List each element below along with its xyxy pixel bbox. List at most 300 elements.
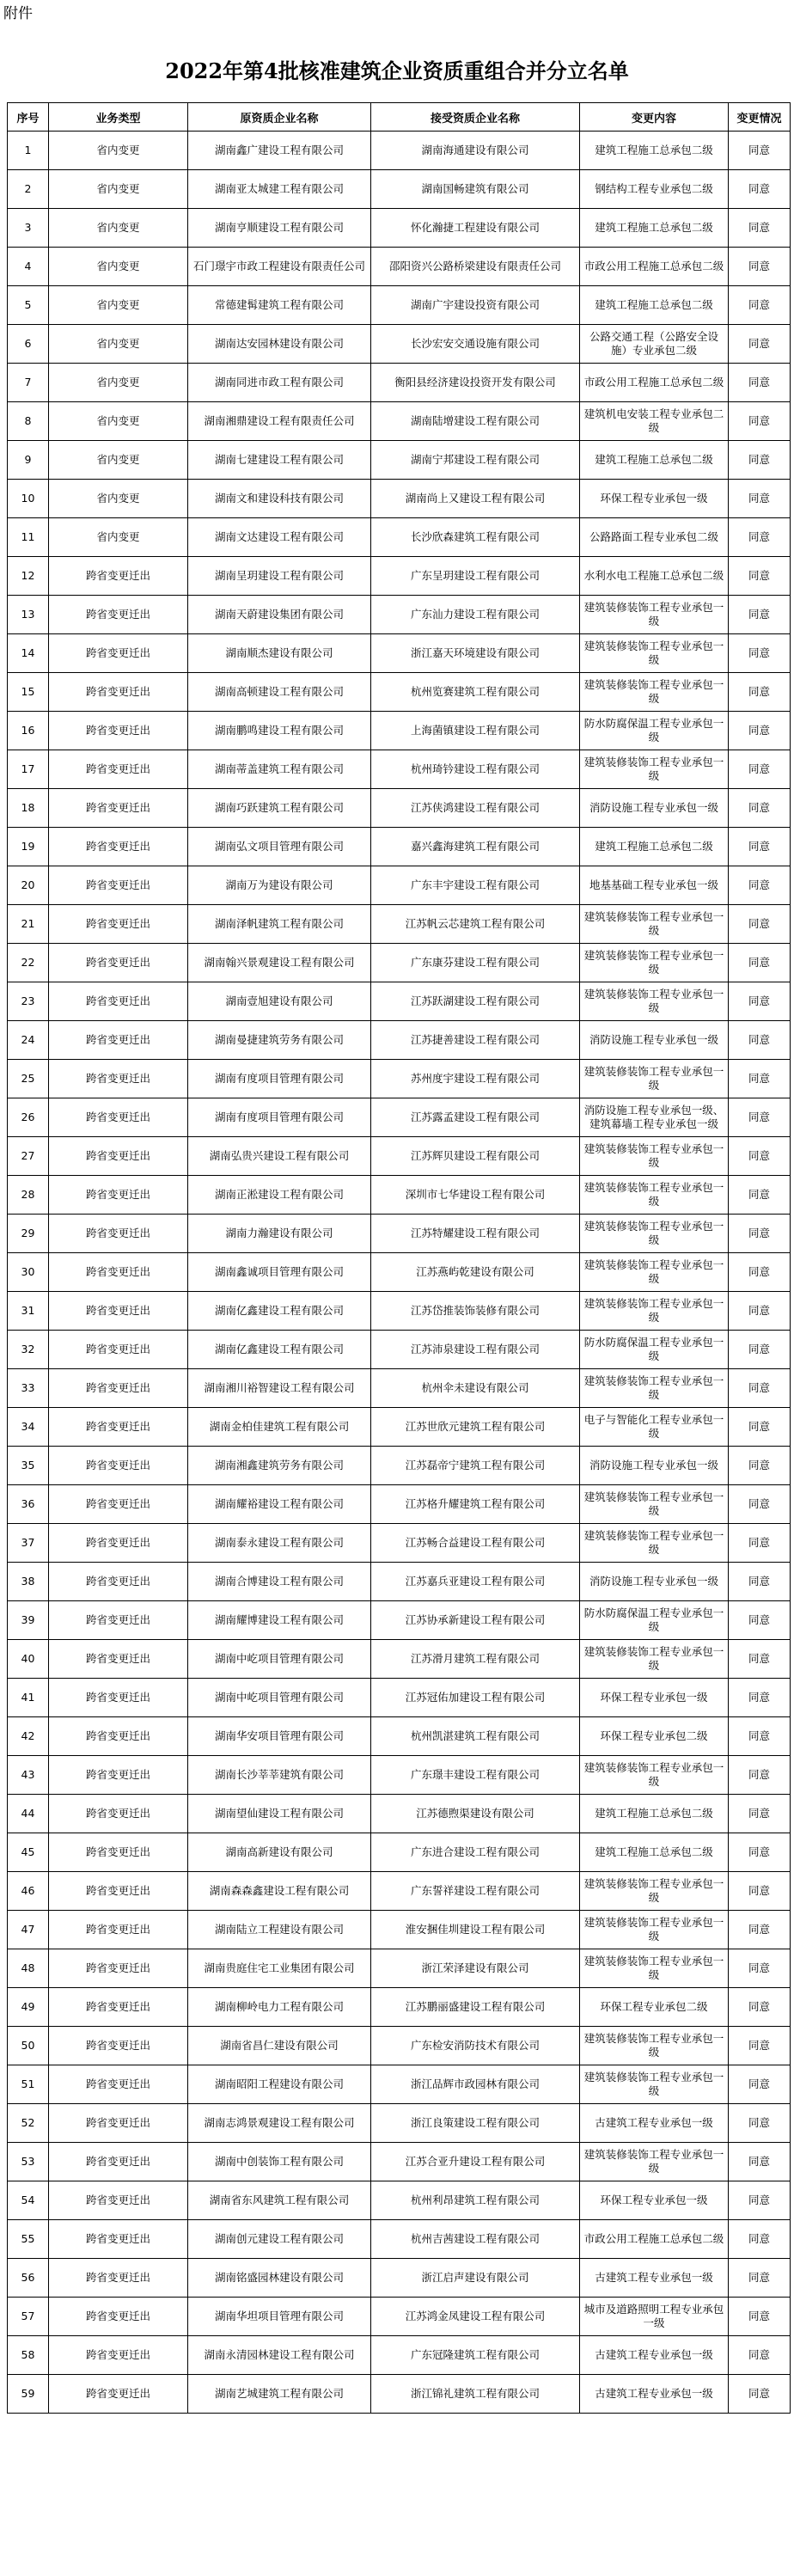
cell-change-status: 同意 <box>729 518 791 557</box>
cell-change-content: 市政公用工程施工总承包二级 <box>580 364 729 402</box>
table-row <box>8 944 791 982</box>
cell-receiving-company: 江苏世欣元建筑工程有限公司 <box>371 1408 580 1447</box>
cell-change-content: 古建筑工程专业承包一级 <box>580 2336 729 2375</box>
table-row <box>8 1911 791 1949</box>
table-row <box>8 1988 791 2027</box>
cell-original-company: 湖南正淞建设工程有限公司 <box>188 1176 371 1215</box>
cell-receiving-company: 嘉兴鑫海建筑工程有限公司 <box>371 828 580 866</box>
cell-original-company: 湖南弘文项目管理有限公司 <box>188 828 371 866</box>
cell-business-type: 跨省变更迁出 <box>49 1447 188 1485</box>
table-row <box>8 1679 791 1717</box>
table-row <box>8 1601 791 1640</box>
cell-change-status: 同意 <box>729 2298 791 2336</box>
cell-original-company: 湖南柳岭电力工程有限公司 <box>188 1988 371 2027</box>
cell-index: 1 <box>8 132 49 170</box>
cell-receiving-company: 江苏协承新建设工程有限公司 <box>371 1601 580 1640</box>
cell-index: 54 <box>8 2181 49 2220</box>
cell-change-content: 古建筑工程专业承包一级 <box>580 2104 729 2143</box>
cell-index: 31 <box>8 1292 49 1331</box>
cell-change-status: 同意 <box>729 325 791 364</box>
cell-change-content: 建筑机电安装工程专业承包二级 <box>580 402 729 441</box>
cell-change-status: 同意 <box>729 402 791 441</box>
cell-business-type: 省内变更 <box>49 441 188 480</box>
column-header-index: 序号 <box>8 103 49 132</box>
cell-business-type: 跨省变更迁出 <box>49 1795 188 1833</box>
table-row <box>8 2181 791 2220</box>
cell-receiving-company: 邵阳资兴公路桥梁建设有限责任公司 <box>371 248 580 286</box>
cell-business-type: 跨省变更迁出 <box>49 596 188 634</box>
table-row <box>8 364 791 402</box>
cell-change-status: 同意 <box>729 2104 791 2143</box>
qualification-table <box>7 102 791 2414</box>
cell-index: 34 <box>8 1408 49 1447</box>
table-row <box>8 828 791 866</box>
cell-receiving-company: 怀化瀚捷工程建设有限公司 <box>371 209 580 248</box>
cell-change-status: 同意 <box>729 2375 791 2414</box>
cell-index: 55 <box>8 2220 49 2259</box>
cell-receiving-company: 江苏德煦渠建设有限公司 <box>371 1795 580 1833</box>
cell-receiving-company: 湖南尚上又建设工程有限公司 <box>371 480 580 518</box>
cell-receiving-company: 江苏合亚升建设工程有限公司 <box>371 2143 580 2181</box>
cell-receiving-company: 江苏鸿金凤建设工程有限公司 <box>371 2298 580 2336</box>
cell-index: 32 <box>8 1331 49 1369</box>
cell-index: 18 <box>8 789 49 828</box>
cell-change-content: 建筑工程施工总承包二级 <box>580 828 729 866</box>
cell-receiving-company: 杭州吉茜建设工程有限公司 <box>371 2220 580 2259</box>
cell-change-status: 同意 <box>729 1911 791 1949</box>
cell-change-status: 同意 <box>729 286 791 325</box>
cell-change-content: 建筑工程施工总承包二级 <box>580 1795 729 1833</box>
cell-index: 26 <box>8 1098 49 1137</box>
cell-original-company: 湖南力瀚建设有限公司 <box>188 1215 371 1253</box>
cell-change-content: 环保工程专业承包二级 <box>580 1988 729 2027</box>
table-row <box>8 789 791 828</box>
table-row <box>8 480 791 518</box>
table-row <box>8 1369 791 1408</box>
cell-change-status: 同意 <box>729 2220 791 2259</box>
table-row <box>8 1872 791 1911</box>
cell-change-content: 古建筑工程专业承包一级 <box>580 2259 729 2298</box>
cell-receiving-company: 湖南宁邦建设工程有限公司 <box>371 441 580 480</box>
cell-original-company: 湖南亚太城建工程有限公司 <box>188 170 371 209</box>
cell-change-status: 同意 <box>729 944 791 982</box>
cell-business-type: 跨省变更迁出 <box>49 1021 188 1060</box>
cell-original-company: 湖南高新建设有限公司 <box>188 1833 371 1872</box>
cell-index: 27 <box>8 1137 49 1176</box>
cell-change-content: 建筑工程施工总承包二级 <box>580 1833 729 1872</box>
cell-original-company: 湖南弘贵兴建设工程有限公司 <box>188 1137 371 1176</box>
cell-change-status: 同意 <box>729 1988 791 2027</box>
cell-change-content: 建筑装修装饰工程专业承包一级 <box>580 1949 729 1988</box>
cell-change-status: 同意 <box>729 209 791 248</box>
cell-index: 10 <box>8 480 49 518</box>
cell-receiving-company: 江苏畅合益建设工程有限公司 <box>371 1524 580 1563</box>
cell-receiving-company: 浙江良策建设工程有限公司 <box>371 2104 580 2143</box>
cell-original-company: 湖南壹旭建设有限公司 <box>188 982 371 1021</box>
cell-change-content: 建筑装修装饰工程专业承包一级 <box>580 2027 729 2065</box>
cell-change-content: 消防设施工程专业承包一级 <box>580 1447 729 1485</box>
cell-original-company: 湖南华安项目管理有限公司 <box>188 1717 371 1756</box>
cell-change-status: 同意 <box>729 1292 791 1331</box>
cell-index: 48 <box>8 1949 49 1988</box>
cell-index: 29 <box>8 1215 49 1253</box>
table-row <box>8 1215 791 1253</box>
cell-receiving-company: 长沙欣森建筑工程有限公司 <box>371 518 580 557</box>
cell-original-company: 湖南永清园林建设工程有限公司 <box>188 2336 371 2375</box>
cell-receiving-company: 广东誓祥建设工程有限公司 <box>371 1872 580 1911</box>
table-row <box>8 2143 791 2181</box>
cell-business-type: 跨省变更迁出 <box>49 2065 188 2104</box>
cell-business-type: 跨省变更迁出 <box>49 1098 188 1137</box>
cell-original-company: 石门璟宇市政工程建设有限责任公司 <box>188 248 371 286</box>
cell-business-type: 跨省变更迁出 <box>49 2143 188 2181</box>
cell-change-content: 防水防腐保温工程专业承包一级 <box>580 712 729 750</box>
cell-business-type: 跨省变更迁出 <box>49 982 188 1021</box>
cell-index: 38 <box>8 1563 49 1601</box>
cell-change-content: 建筑装修装饰工程专业承包一级 <box>580 905 729 944</box>
cell-business-type: 跨省变更迁出 <box>49 1253 188 1292</box>
cell-change-status: 同意 <box>729 789 791 828</box>
cell-change-content: 水利水电工程施工总承包二级 <box>580 557 729 596</box>
cell-original-company: 湖南蒂盖建筑工程有限公司 <box>188 750 371 789</box>
table-row <box>8 1949 791 1988</box>
cell-original-company: 湖南亨顺建设工程有限公司 <box>188 209 371 248</box>
cell-change-status: 同意 <box>729 750 791 789</box>
table-row <box>8 1717 791 1756</box>
cell-receiving-company: 浙江品辉市政园林有限公司 <box>371 2065 580 2104</box>
cell-business-type: 跨省变更迁出 <box>49 1176 188 1215</box>
cell-receiving-company: 广东进合建设工程有限公司 <box>371 1833 580 1872</box>
cell-receiving-company: 江苏嘉兵亚建设工程有限公司 <box>371 1563 580 1601</box>
cell-original-company: 湖南中屹项目管理有限公司 <box>188 1640 371 1679</box>
cell-change-status: 同意 <box>729 1408 791 1447</box>
cell-change-content: 公路交通工程（公路安全设施）专业承包二级 <box>580 325 729 364</box>
cell-business-type: 跨省变更迁出 <box>49 2181 188 2220</box>
cell-change-status: 同意 <box>729 2143 791 2181</box>
cell-receiving-company: 杭州利昂建筑工程有限公司 <box>371 2181 580 2220</box>
cell-index: 39 <box>8 1601 49 1640</box>
cell-index: 56 <box>8 2259 49 2298</box>
cell-change-content: 建筑装修装饰工程专业承包一级 <box>580 1137 729 1176</box>
table-row <box>8 1756 791 1795</box>
cell-original-company: 湖南泰永建设工程有限公司 <box>188 1524 371 1563</box>
cell-change-content: 建筑装修装饰工程专业承包一级 <box>580 1253 729 1292</box>
cell-index: 4 <box>8 248 49 286</box>
cell-change-content: 市政公用工程施工总承包二级 <box>580 2220 729 2259</box>
cell-change-content: 建筑装修装饰工程专业承包一级 <box>580 1292 729 1331</box>
cell-receiving-company: 湖南海通建设有限公司 <box>371 132 580 170</box>
cell-change-content: 建筑装修装饰工程专业承包一级 <box>580 944 729 982</box>
cell-original-company: 湖南七建建设工程有限公司 <box>188 441 371 480</box>
cell-business-type: 跨省变更迁出 <box>49 1215 188 1253</box>
cell-change-content: 建筑装修装饰工程专业承包一级 <box>580 1060 729 1098</box>
cell-index: 25 <box>8 1060 49 1098</box>
cell-business-type: 省内变更 <box>49 248 188 286</box>
cell-original-company: 湖南呈玥建设工程有限公司 <box>188 557 371 596</box>
cell-original-company: 湖南亿鑫建设工程有限公司 <box>188 1331 371 1369</box>
cell-change-content: 环保工程专业承包一级 <box>580 1679 729 1717</box>
cell-original-company: 湖南耀博建设工程有限公司 <box>188 1601 371 1640</box>
cell-index: 40 <box>8 1640 49 1679</box>
cell-business-type: 跨省变更迁出 <box>49 1872 188 1911</box>
page-title: 2022年第4批核准建筑企业资质重组合并分立名单 <box>165 58 629 83</box>
cell-change-content: 建筑装修装饰工程专业承包一级 <box>580 1485 729 1524</box>
cell-receiving-company: 浙江嘉天环境建设有限公司 <box>371 634 580 673</box>
cell-index: 42 <box>8 1717 49 1756</box>
cell-business-type: 跨省变更迁出 <box>49 1524 188 1563</box>
table-row <box>8 286 791 325</box>
cell-change-status: 同意 <box>729 364 791 402</box>
cell-index: 50 <box>8 2027 49 2065</box>
cell-change-content: 公路路面工程专业承包二级 <box>580 518 729 557</box>
cell-change-content: 建筑装修装饰工程专业承包一级 <box>580 1640 729 1679</box>
cell-receiving-company: 杭州琦钤建设工程有限公司 <box>371 750 580 789</box>
cell-index: 7 <box>8 364 49 402</box>
cell-business-type: 省内变更 <box>49 170 188 209</box>
cell-receiving-company: 衡阳县经济建设投资开发有限公司 <box>371 364 580 402</box>
cell-receiving-company: 江苏岱推装饰装修有限公司 <box>371 1292 580 1331</box>
table-row <box>8 1331 791 1369</box>
table-row <box>8 712 791 750</box>
table-row <box>8 634 791 673</box>
cell-change-content: 消防设施工程专业承包一级 <box>580 1021 729 1060</box>
cell-index: 22 <box>8 944 49 982</box>
cell-change-content: 建筑装修装饰工程专业承包一级 <box>580 2143 729 2181</box>
table-row <box>8 557 791 596</box>
cell-index: 17 <box>8 750 49 789</box>
table-row <box>8 1253 791 1292</box>
cell-business-type: 跨省变更迁出 <box>49 1369 188 1408</box>
cell-original-company: 湖南志鸿景观建设工程有限公司 <box>188 2104 371 2143</box>
cell-receiving-company: 杭州伞未建设有限公司 <box>371 1369 580 1408</box>
cell-receiving-company: 湖南广宇建设投资有限公司 <box>371 286 580 325</box>
cell-change-status: 同意 <box>729 480 791 518</box>
cell-index: 24 <box>8 1021 49 1060</box>
cell-receiving-company: 广东汕力建设工程有限公司 <box>371 596 580 634</box>
cell-receiving-company: 广东璟丰建设工程有限公司 <box>371 1756 580 1795</box>
cell-change-content: 建筑装修装饰工程专业承包一级 <box>580 1911 729 1949</box>
cell-business-type: 跨省变更迁出 <box>49 557 188 596</box>
cell-change-status: 同意 <box>729 1601 791 1640</box>
cell-receiving-company: 江苏跃湖建设工程有限公司 <box>371 982 580 1021</box>
table-row <box>8 1060 791 1098</box>
cell-index: 37 <box>8 1524 49 1563</box>
cell-change-status: 同意 <box>729 1447 791 1485</box>
cell-index: 21 <box>8 905 49 944</box>
cell-index: 51 <box>8 2065 49 2104</box>
cell-change-content: 建筑装修装饰工程专业承包一级 <box>580 1369 729 1408</box>
cell-change-status: 同意 <box>729 2181 791 2220</box>
cell-index: 12 <box>8 557 49 596</box>
cell-receiving-company: 江苏格升耀建筑工程有限公司 <box>371 1485 580 1524</box>
cell-index: 35 <box>8 1447 49 1485</box>
cell-receiving-company: 江苏沛泉建设工程有限公司 <box>371 1331 580 1369</box>
cell-business-type: 省内变更 <box>49 132 188 170</box>
cell-change-status: 同意 <box>729 557 791 596</box>
cell-receiving-company: 湖南国畅建筑有限公司 <box>371 170 580 209</box>
cell-change-content: 建筑工程施工总承包二级 <box>580 209 729 248</box>
cell-business-type: 跨省变更迁出 <box>49 2027 188 2065</box>
table-row <box>8 441 791 480</box>
cell-original-company: 湖南铭盛园林建设有限公司 <box>188 2259 371 2298</box>
cell-change-status: 同意 <box>729 1485 791 1524</box>
cell-change-status: 同意 <box>729 248 791 286</box>
cell-original-company: 湖南合博建设工程有限公司 <box>188 1563 371 1601</box>
cell-change-status: 同意 <box>729 1679 791 1717</box>
cell-business-type: 跨省变更迁出 <box>49 1988 188 2027</box>
cell-business-type: 跨省变更迁出 <box>49 1060 188 1098</box>
cell-business-type: 跨省变更迁出 <box>49 712 188 750</box>
cell-business-type: 跨省变更迁出 <box>49 1137 188 1176</box>
cell-business-type: 跨省变更迁出 <box>49 1485 188 1524</box>
cell-change-status: 同意 <box>729 1176 791 1215</box>
cell-index: 46 <box>8 1872 49 1911</box>
cell-change-status: 同意 <box>729 634 791 673</box>
table-row <box>8 402 791 441</box>
table-row <box>8 209 791 248</box>
cell-original-company: 湖南达安园林建设有限公司 <box>188 325 371 364</box>
cell-original-company: 湖南同进市政工程有限公司 <box>188 364 371 402</box>
column-header-change-content: 变更内容 <box>580 103 729 132</box>
cell-receiving-company: 江苏捷善建设工程有限公司 <box>371 1021 580 1060</box>
table-row <box>8 596 791 634</box>
cell-change-status: 同意 <box>729 2259 791 2298</box>
cell-receiving-company: 江苏滑月建筑工程有限公司 <box>371 1640 580 1679</box>
cell-index: 36 <box>8 1485 49 1524</box>
cell-change-content: 建筑装修装饰工程专业承包一级 <box>580 1215 729 1253</box>
cell-change-content: 建筑装修装饰工程专业承包一级 <box>580 1872 729 1911</box>
table-row <box>8 1137 791 1176</box>
cell-index: 11 <box>8 518 49 557</box>
cell-change-status: 同意 <box>729 1717 791 1756</box>
cell-change-content: 环保工程专业承包一级 <box>580 2181 729 2220</box>
table-row <box>8 2065 791 2104</box>
column-header-original-company: 原资质企业名称 <box>188 103 371 132</box>
cell-original-company: 湖南陆立工程建设有限公司 <box>188 1911 371 1949</box>
table-row <box>8 1408 791 1447</box>
cell-index: 13 <box>8 596 49 634</box>
cell-business-type: 跨省变更迁出 <box>49 2336 188 2375</box>
cell-receiving-company: 广东康芬建设工程有限公司 <box>371 944 580 982</box>
cell-index: 28 <box>8 1176 49 1215</box>
cell-change-content: 消防设施工程专业承包一级 <box>580 1563 729 1601</box>
cell-change-content: 建筑装修装饰工程专业承包一级 <box>580 673 729 712</box>
cell-original-company: 湖南湘鼎建设工程有限责任公司 <box>188 402 371 441</box>
cell-receiving-company: 浙江锦礼建筑工程有限公司 <box>371 2375 580 2414</box>
cell-business-type: 省内变更 <box>49 402 188 441</box>
cell-original-company: 湖南耀裕建设工程有限公司 <box>188 1485 371 1524</box>
cell-change-status: 同意 <box>729 1253 791 1292</box>
cell-index: 57 <box>8 2298 49 2336</box>
cell-business-type: 省内变更 <box>49 286 188 325</box>
cell-business-type: 跨省变更迁出 <box>49 1331 188 1369</box>
cell-original-company: 湖南曼捷建筑劳务有限公司 <box>188 1021 371 1060</box>
cell-change-content: 防水防腐保温工程专业承包一级 <box>580 1601 729 1640</box>
cell-receiving-company: 江苏燕屿乾建设有限公司 <box>371 1253 580 1292</box>
cell-original-company: 湖南万为建设有限公司 <box>188 866 371 905</box>
cell-original-company: 湖南泽帆建筑工程有限公司 <box>188 905 371 944</box>
table-row <box>8 673 791 712</box>
cell-business-type: 跨省变更迁出 <box>49 750 188 789</box>
cell-original-company: 湖南省东风建筑工程有限公司 <box>188 2181 371 2220</box>
cell-change-status: 同意 <box>729 2027 791 2065</box>
cell-index: 30 <box>8 1253 49 1292</box>
cell-change-content: 钢结构工程专业承包二级 <box>580 170 729 209</box>
cell-index: 14 <box>8 634 49 673</box>
cell-business-type: 跨省变更迁出 <box>49 944 188 982</box>
cell-change-status: 同意 <box>729 866 791 905</box>
cell-original-company: 湖南金柏佳建筑工程有限公司 <box>188 1408 371 1447</box>
cell-change-status: 同意 <box>729 673 791 712</box>
cell-receiving-company: 广东检安消防技术有限公司 <box>371 2027 580 2065</box>
cell-original-company: 湖南鑫广建设工程有限公司 <box>188 132 371 170</box>
cell-business-type: 跨省变更迁出 <box>49 828 188 866</box>
cell-change-content: 防水防腐保温工程专业承包一级 <box>580 1331 729 1369</box>
cell-index: 41 <box>8 1679 49 1717</box>
cell-original-company: 湖南有度项目管理有限公司 <box>188 1098 371 1137</box>
cell-receiving-company: 江苏帆云芯建筑工程有限公司 <box>371 905 580 944</box>
table-row <box>8 750 791 789</box>
cell-change-content: 建筑装修装饰工程专业承包一级 <box>580 1524 729 1563</box>
cell-change-content: 建筑装修装饰工程专业承包一级 <box>580 596 729 634</box>
cell-index: 58 <box>8 2336 49 2375</box>
cell-business-type: 省内变更 <box>49 325 188 364</box>
cell-business-type: 跨省变更迁出 <box>49 1292 188 1331</box>
cell-original-company: 湖南艺城建筑工程有限公司 <box>188 2375 371 2414</box>
cell-change-status: 同意 <box>729 1563 791 1601</box>
cell-business-type: 跨省变更迁出 <box>49 905 188 944</box>
cell-original-company: 湖南望仙建设工程有限公司 <box>188 1795 371 1833</box>
cell-business-type: 跨省变更迁出 <box>49 866 188 905</box>
cell-receiving-company: 深圳市七华建设工程有限公司 <box>371 1176 580 1215</box>
cell-index: 2 <box>8 170 49 209</box>
cell-original-company: 湖南森森鑫建设工程有限公司 <box>188 1872 371 1911</box>
cell-original-company: 湖南昭阳工程建设有限公司 <box>188 2065 371 2104</box>
cell-change-status: 同意 <box>729 1872 791 1911</box>
cell-change-status: 同意 <box>729 1060 791 1098</box>
cell-original-company: 湖南鹏鸣建设工程有限公司 <box>188 712 371 750</box>
cell-index: 5 <box>8 286 49 325</box>
cell-business-type: 跨省变更迁出 <box>49 1911 188 1949</box>
column-header-business-type: 业务类型 <box>49 103 188 132</box>
cell-business-type: 跨省变更迁出 <box>49 2298 188 2336</box>
cell-business-type: 省内变更 <box>49 480 188 518</box>
table-row <box>8 1563 791 1601</box>
table-header-row <box>8 103 791 132</box>
cell-change-status: 同意 <box>729 2336 791 2375</box>
table-row <box>8 1098 791 1137</box>
cell-receiving-company: 江苏鹏丽盛建设工程有限公司 <box>371 1988 580 2027</box>
cell-original-company: 湖南省昌仁建设有限公司 <box>188 2027 371 2065</box>
cell-index: 52 <box>8 2104 49 2143</box>
cell-index: 19 <box>8 828 49 866</box>
cell-change-content: 建筑装修装饰工程专业承包一级 <box>580 1176 729 1215</box>
cell-index: 59 <box>8 2375 49 2414</box>
cell-change-content: 环保工程专业承包一级 <box>580 480 729 518</box>
cell-change-content: 建筑装修装饰工程专业承包一级 <box>580 750 729 789</box>
cell-receiving-company: 杭州览赛建筑工程有限公司 <box>371 673 580 712</box>
cell-original-company: 湖南湘川裕智建设工程有限公司 <box>188 1369 371 1408</box>
cell-change-status: 同意 <box>729 905 791 944</box>
cell-index: 6 <box>8 325 49 364</box>
cell-original-company: 湖南华坦项目管理有限公司 <box>188 2298 371 2336</box>
cell-original-company: 湖南湘鑫建筑劳务有限公司 <box>188 1447 371 1485</box>
cell-business-type: 跨省变更迁出 <box>49 2259 188 2298</box>
cell-index: 45 <box>8 1833 49 1872</box>
cell-index: 20 <box>8 866 49 905</box>
cell-business-type: 跨省变更迁出 <box>49 1949 188 1988</box>
table-row <box>8 2027 791 2065</box>
